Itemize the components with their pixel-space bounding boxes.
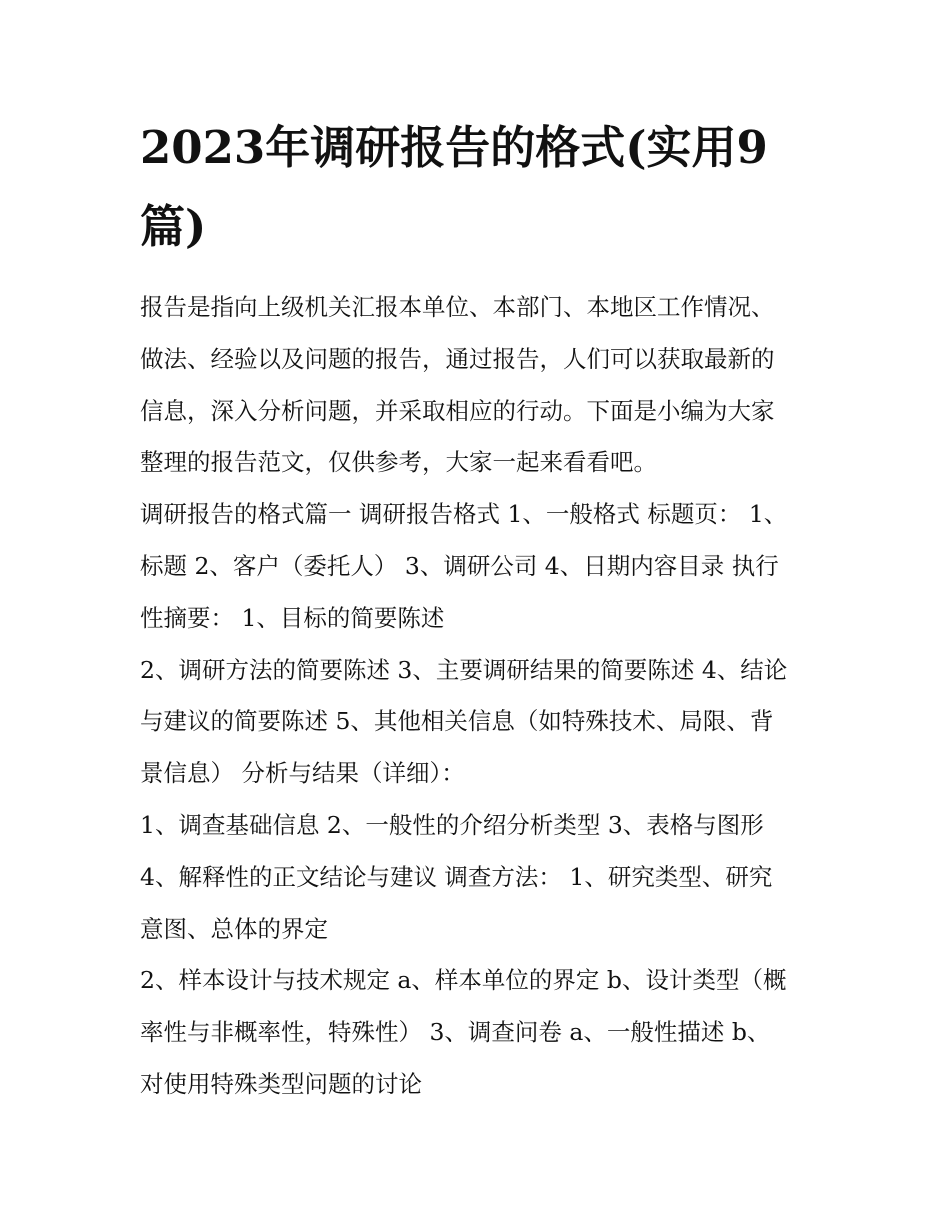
- text-line: 景信息） 分析与结果（详细）：: [140, 759, 465, 788]
- text-line: 率性与非概率性，特殊性） 3、调查问卷 a、一般性描述 b、: [140, 1018, 771, 1047]
- document-page: [140, 108, 812, 1111]
- paragraph-intro: [140, 282, 812, 489]
- text-line: 与建议的简要陈述 5、其他相关信息（如特殊技术、局限、背: [140, 707, 774, 736]
- document-title: [140, 108, 812, 266]
- text-line: 意图、总体的界定: [140, 914, 328, 943]
- title-line-2: 篇): [140, 200, 207, 253]
- text-line: 信息，深入分析问题，并采取相应的行动。下面是小编为大家: [140, 396, 775, 425]
- text-line: 标题 2、客户（委托人） 3、调研公司 4、日期内容目录 执行: [140, 551, 779, 580]
- paragraph-summary-items: [140, 645, 812, 800]
- text-line: 调研报告的格式篇一 调研报告格式 1、一般格式 标题页： 1、: [140, 500, 788, 529]
- text-line: 整理的报告范文，仅供参考，大家一起来看看吧。: [140, 448, 657, 477]
- text-line: 1、调查基础信息 2、一般性的介绍分析类型 3、表格与图形: [140, 810, 764, 839]
- title-line-1: 2023年调研报告的格式(实用9: [140, 121, 768, 174]
- paragraph-sample-design: [140, 955, 812, 1110]
- paragraph-analysis-items: [140, 800, 812, 955]
- text-line: 报告是指向上级机关汇报本单位、本部门、本地区工作情况、: [140, 293, 775, 321]
- text-line: 做法、经验以及问题的报告，通过报告，人们可以获取最新的: [140, 344, 775, 373]
- text-line: 性摘要： 1、目标的简要陈述: [140, 603, 445, 632]
- text-line: 对使用特殊类型问题的讨论: [140, 1069, 422, 1098]
- text-line: 2、样本设计与技术规定 a、样本单位的界定 b、设计类型（概: [140, 966, 787, 995]
- text-line: 2、调研方法的简要陈述 3、主要调研结果的简要陈述 4、结论: [140, 655, 788, 684]
- paragraph-general-format: [140, 489, 812, 644]
- text-line: 4、解释性的正文结论与建议 调查方法： 1、研究类型、研究: [140, 862, 773, 891]
